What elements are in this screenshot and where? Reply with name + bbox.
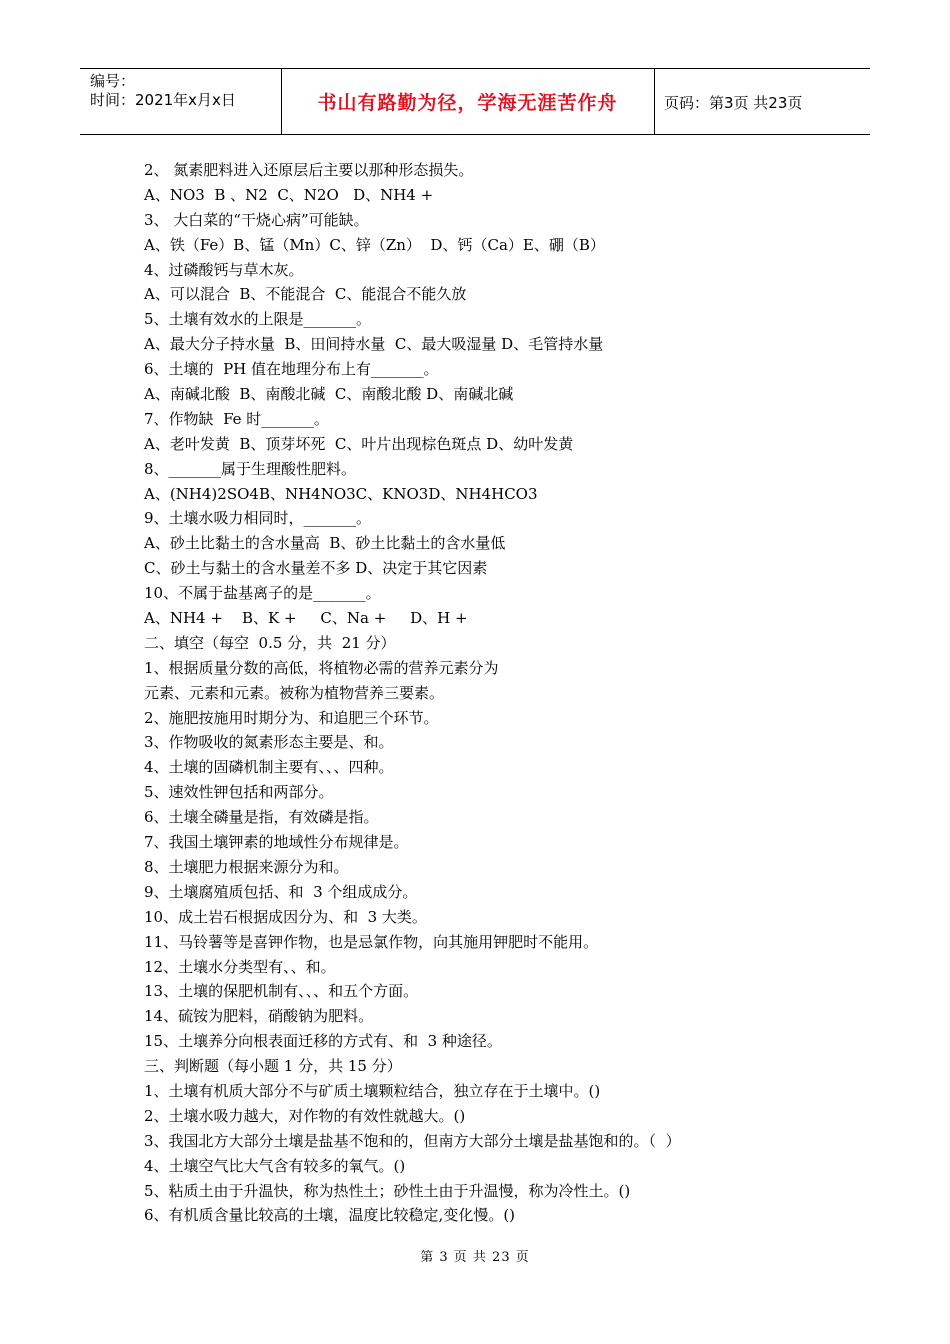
text-line: 14、硫铵为肥料，硝酸钠为肥料。 (144, 1007, 374, 1026)
text-line: C、砂土与黏土的含水量差不多 D、决定于其它因素 (144, 559, 488, 578)
header-page-info: 页码：第3页 共23页 (664, 94, 803, 112)
text-line: 1、根据质量分数的高低，将植物必需的营养元素分为 (144, 658, 499, 677)
text-line: A、铁（Fe）B、锰（Mn）C、锌（Zn） D、钙（Ca）E、硼（B） (144, 235, 605, 254)
text-line: 3、作物吸收的氮素形态主要是、和。 (144, 733, 394, 752)
text-line: 二、填空（每空 0.5 分，共 21 分） (144, 633, 396, 652)
text-line: 2、 氮素肥料进入还原层后主要以那种形态损失。 (144, 161, 474, 179)
text-line: 三、判断题（每小题 1 分，共 15 分） (144, 1057, 402, 1076)
text-line: 13、土壤的保肥机制有、、、和五个方面。 (144, 982, 419, 1001)
text-line: 8、_______属于生理酸性肥料。 (144, 459, 357, 478)
text-line: 4、土壤空气比大气含有较多的氧气。() (144, 1156, 406, 1175)
page-header (80, 68, 870, 136)
text-line: 12、土壤水分类型有、、和。 (144, 957, 336, 976)
document-time-label: 时间：2021年x月x日 (90, 91, 236, 109)
text-line: 15、土壤养分向根表面迁移的方式有、和 3 种途径。 (144, 1032, 502, 1051)
text-line: 7、作物缺 Fe 时_______。 (144, 409, 329, 428)
text-line: A、南碱北酸 B、南酸北碱 C、南酸北酸 D、南碱北碱 (144, 385, 514, 404)
text-line: 4、过磷酸钙与草木灰。 (144, 260, 304, 279)
text-line: A、NH4 + B、K + C、Na + D、H + (144, 609, 468, 628)
text-line: A、老叶发黄 B、顶芽坏死 C、叶片出现棕色斑点 D、幼叶发黄 (144, 434, 574, 453)
header-top-rule (80, 68, 870, 69)
text-line: 10、成土岩石根据成因分为、和 3 大类。 (144, 907, 427, 926)
text-line: 11、马铃薯等是喜钾作物，也是忌氯作物，向其施用钾肥时不能用。 (144, 932, 599, 951)
page-footer: 第 3 页 共 23 页 (420, 1250, 530, 1265)
text-line: 2、施肥按施用时期分为、和追肥三个环节。 (144, 708, 439, 727)
text-line: 5、速效性钾包括和两部分。 (144, 783, 334, 802)
text-line: 2、土壤水吸力越大，对作物的有效性就越大。() (144, 1106, 466, 1125)
text-line: 4、土壤的固磷机制主要有、、、四种。 (144, 758, 394, 777)
text-line: 6、土壤的 PH 值在地理分布上有_______。 (144, 360, 439, 379)
header-divider-right (654, 68, 655, 135)
text-line: 6、土壤全磷量是指，有效磷是指。 (144, 808, 379, 827)
document-body (144, 158, 844, 1228)
text-line: 元素、元素和元素。被称为植物营养三要素。 (144, 683, 445, 702)
text-line: 5、土壤有效水的上限是_______。 (144, 310, 372, 329)
text-line: A、砂土比黏土的含水量高 B、砂土比黏土的含水量低 (144, 534, 506, 553)
text-line: 8、土壤肥力根据来源分为和。 (144, 857, 349, 876)
text-line: A、(NH4)2SO4B、NH4NO3C、KNO3D、NH4HCO3 (144, 484, 538, 503)
header-motto: 书山有路勤为径，学海无涯苦作舟 (317, 92, 618, 114)
header-meta (90, 72, 236, 110)
text-line: 9、土壤水吸力相同时，_______。 (144, 509, 372, 528)
text-line: A、最大分子持水量 B、田间持水量 C、最大吸湿量 D、毛管持水量 (144, 335, 604, 354)
text-line: A、NO3 B 、N2 C、N2O D、NH4 + (144, 185, 434, 204)
text-line: 3、我国北方大部分土壤是盐基不饱和的，但南方大部分土壤是盐基饱和的。（ ） (144, 1131, 681, 1150)
text-line: 7、我国土壤钾素的地域性分布规律是。 (144, 833, 409, 852)
document-code-label: 编号： (90, 72, 136, 90)
text-line: 1、土壤有机质大部分不与矿质土壤颗粒结合，独立存在于土壤中。() (144, 1081, 601, 1100)
text-line: 5、粘质土由于升温快，称为热性土；砂性土由于升温慢，称为冷性土。() (144, 1181, 631, 1200)
text-line: 9、土壤腐殖质包括、和 3 个组成成分。 (144, 882, 418, 901)
header-bottom-rule (80, 134, 870, 135)
text-line: A、可以混合 B、不能混合 C、能混合不能久放 (144, 285, 467, 304)
text-line: 3、 大白菜的“干烧心病”可能缺。 (144, 210, 369, 229)
text-line: 10、不属于盐基离子的是_______。 (144, 584, 381, 603)
text-line: 6、有机质含量比较高的土壤，温度比较稳定,变化慢。() (144, 1206, 516, 1225)
